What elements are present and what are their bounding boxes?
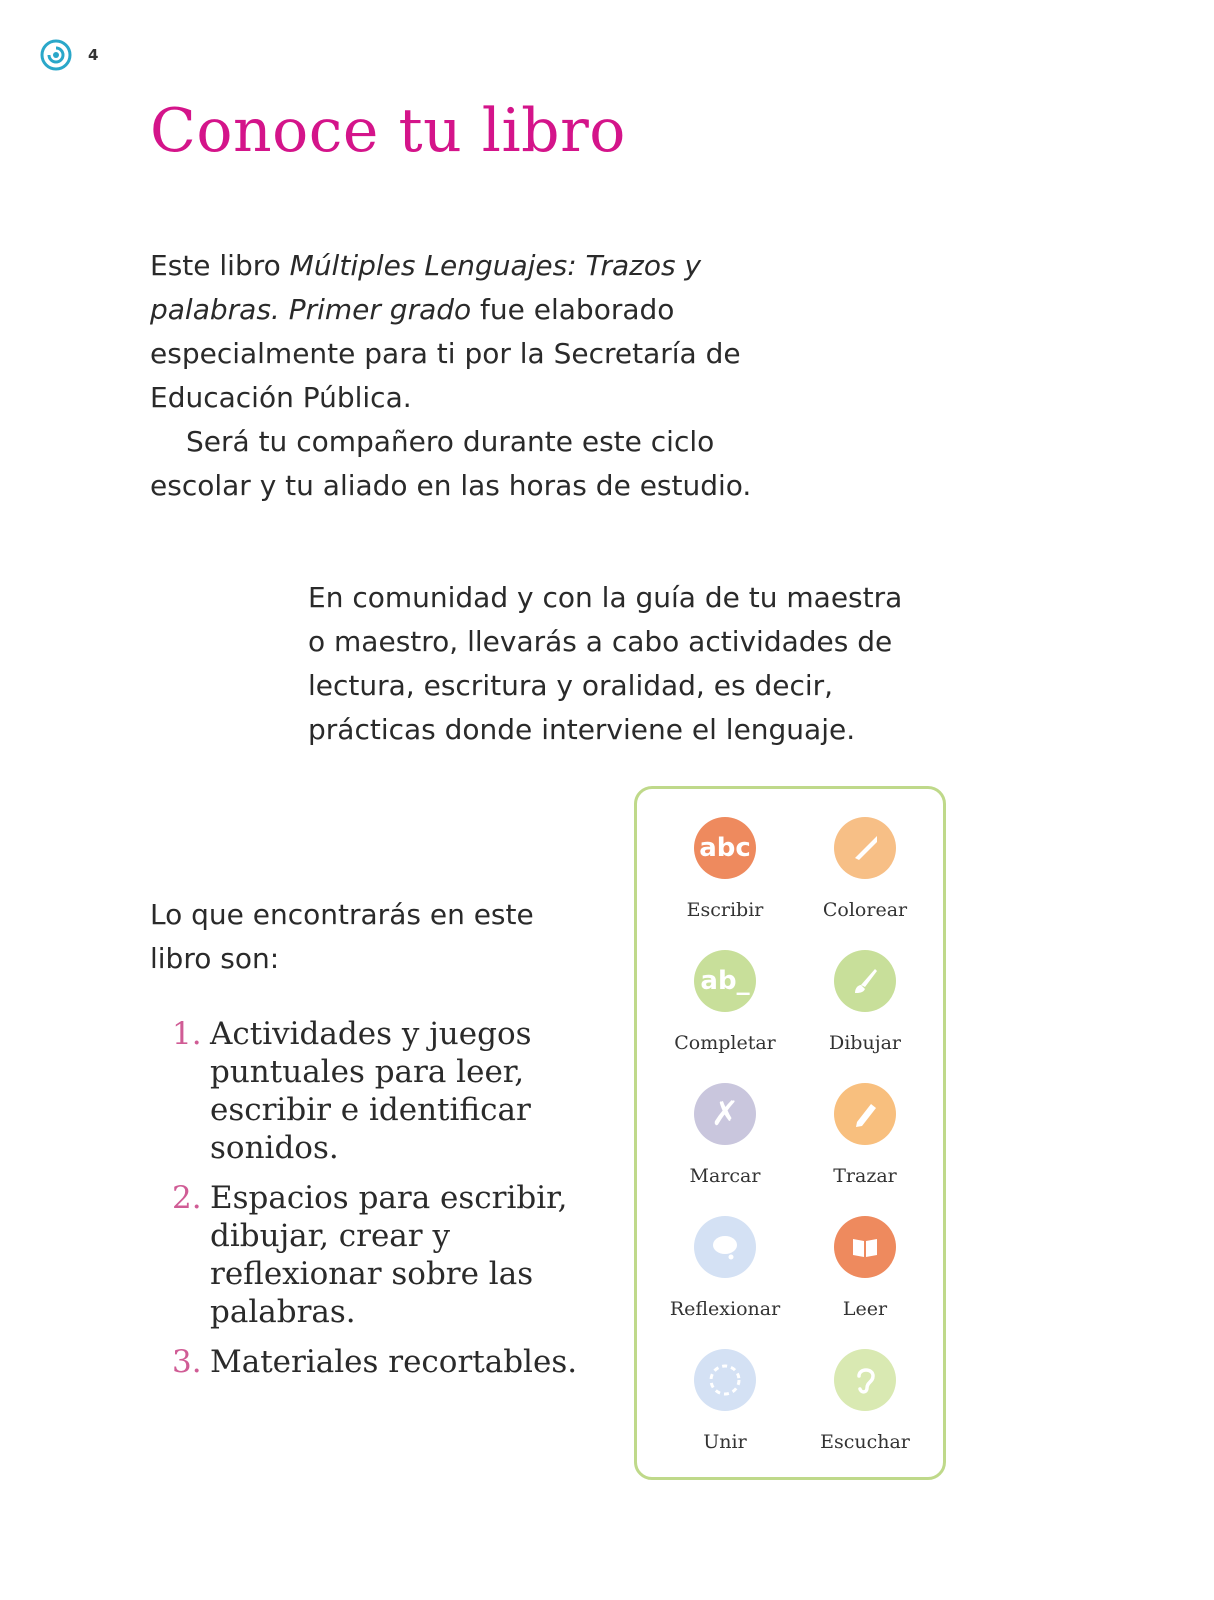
legend-item-dibujar: Dibujar (795, 950, 935, 1054)
spiral-logo-icon (38, 38, 74, 72)
intro-paragraph-1: Este libro Múltiples Lenguajes: Trazos y palabras. Primer grado fue elaborado especialmente para ti por la Secretaría de Educación Pública. (150, 249, 741, 414)
legend-item-marcar: ✗ Marcar (655, 1083, 795, 1187)
ab-blank-icon: ab_ (694, 950, 756, 1012)
legend-item-colorear: Colorear (795, 817, 935, 921)
activity-icon-legend (634, 786, 946, 1480)
book-title: Múltiples Lenguajes: Trazos y palabras. Primer grado (150, 249, 702, 326)
intro-paragraph-2: Será tu compañero durante este ciclo escolar y tu aliado en las horas de estudio. (150, 425, 752, 502)
pencil-icon (834, 1083, 896, 1145)
community-paragraph: En comunidad y con la guía de tu maestra o maestro, llevarás a cabo actividades de lectura, escritura y oralidad, es decir, prácticas donde interviene el lenguaje. (308, 581, 903, 746)
ear-icon (834, 1349, 896, 1411)
legend-item-completar: ab_ Completar (655, 950, 795, 1054)
crayon-icon (834, 817, 896, 879)
list-intro: Lo que encontrarás en este libro son: (150, 898, 534, 975)
open-book-icon (834, 1216, 896, 1278)
legend-item-leer: Leer (795, 1216, 935, 1320)
list-item: 2. Espacios para escribir, dibujar, crear y reflexionar sobre las palabras. (172, 1180, 568, 1330)
x-mark-icon: ✗ (694, 1083, 756, 1145)
feature-list (172, 1015, 592, 1393)
list-item: 1. Actividades y juegos puntuales para leer, escribir e identificar sonidos. (172, 1016, 532, 1166)
intro-text (150, 244, 770, 508)
legend-item-trazar: Trazar (795, 1083, 935, 1187)
thought-bubble-icon (694, 1216, 756, 1278)
page-number: 4 (88, 46, 99, 64)
list-item: 3. Materiales recortables. (172, 1344, 578, 1380)
paintbrush-icon (834, 950, 896, 1012)
page-title: Conoce tu libro (150, 96, 626, 166)
page-folio (38, 38, 98, 72)
legend-item-reflexionar: Reflexionar (655, 1216, 795, 1320)
dashed-circle-icon (694, 1349, 756, 1411)
legend-item-unir: Unir (655, 1349, 795, 1453)
legend-item-escuchar: Escuchar (795, 1349, 935, 1453)
abc-icon: abc (694, 817, 756, 879)
legend-item-escribir: abc Escribir (655, 817, 795, 921)
